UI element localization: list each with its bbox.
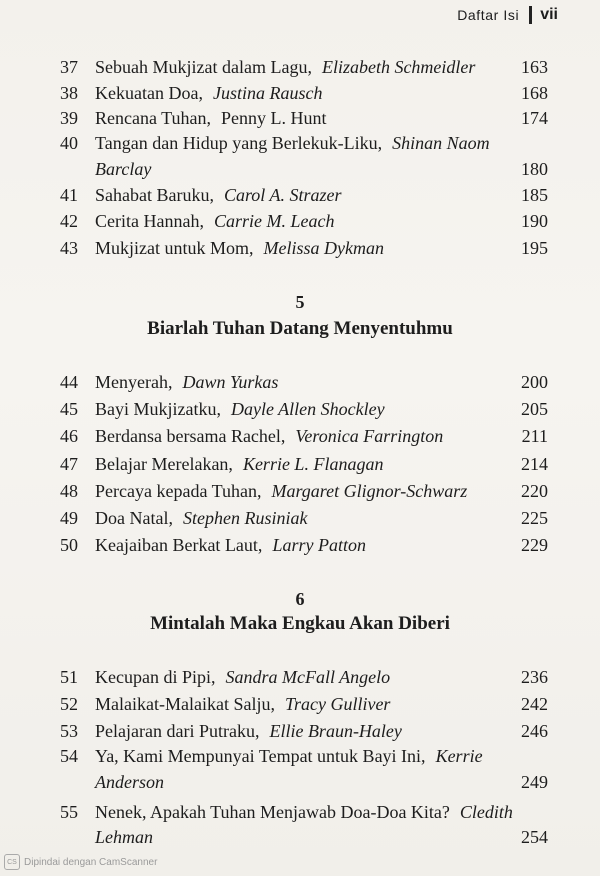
entry-author: Dayle Allen Shockley: [230, 399, 385, 419]
entry-title-text: Menyerah,: [95, 372, 173, 392]
entry-author: Elizabeth Schmeidler: [321, 57, 476, 77]
camscanner-icon: CS: [4, 854, 20, 870]
entry-author-continued: Lehman: [95, 827, 153, 847]
header-page-number: vii: [540, 6, 558, 23]
entry-title: [95, 535, 366, 556]
entry-number: 44: [60, 372, 78, 392]
entry-title-text: Kecupan di Pipi,: [95, 667, 216, 687]
entry-title: [95, 211, 334, 232]
entry-page-number: 211: [521, 426, 548, 446]
entry-title: [95, 133, 490, 154]
entry-page-number: 220: [521, 481, 548, 501]
entry-title: [95, 83, 322, 104]
entry-number: 55: [60, 802, 78, 822]
entry-title-text: Kekuatan Doa,: [95, 83, 203, 103]
entry-author: Dawn Yurkas: [182, 372, 279, 392]
entry-author: Penny L. Hunt: [221, 108, 327, 128]
entry-author: Carrie M. Leach: [213, 211, 335, 231]
entry-page-number: 190: [521, 211, 548, 231]
entry-number: 53: [60, 721, 78, 741]
entry-title-text: Tangan dan Hidup yang Berlekuk-Liku,: [95, 133, 383, 153]
header-divider: [529, 6, 532, 24]
entry-title-text: Mukjizat untuk Mom,: [95, 238, 254, 258]
entry-page-number: 242: [521, 694, 548, 714]
entry-title: [95, 108, 327, 129]
entry-number: 42: [60, 211, 78, 231]
entry-title-text: Malaikat-Malaikat Salju,: [95, 694, 275, 714]
entry-title: [95, 454, 383, 475]
scanner-text: Dipindai dengan CamScanner: [24, 856, 158, 868]
entry-page-number: 254: [521, 827, 548, 847]
entry-number: 49: [60, 508, 78, 528]
entry-page-number: 180: [521, 159, 548, 179]
scanner-watermark: [4, 854, 157, 870]
section-title: Biarlah Tuhan Datang Menyentuhmu: [147, 318, 453, 339]
entry-page-number: 229: [521, 535, 548, 555]
entry-title: [95, 399, 385, 420]
entry-author: Kerrie: [435, 746, 483, 766]
entry-number: 52: [60, 694, 78, 714]
entry-title: [95, 802, 513, 823]
section-title: Mintalah Maka Engkau Akan Diberi: [150, 613, 450, 634]
entry-number: 41: [60, 185, 78, 205]
entry-author: Cledith: [459, 802, 513, 822]
entry-author: Margaret Glignor-Schwarz: [271, 481, 468, 501]
entry-number: 50: [60, 535, 78, 555]
entry-title-text: Sebuah Mukjizat dalam Lagu,: [95, 57, 312, 77]
entry-title: [95, 481, 467, 502]
entry-number: 37: [60, 57, 78, 77]
entry-title: [95, 746, 483, 767]
entry-page-number: 163: [521, 57, 548, 77]
entry-page-number: 174: [521, 108, 548, 128]
entry-author: Kerrie L. Flanagan: [242, 454, 384, 474]
entry-title-text: Doa Natal,: [95, 508, 173, 528]
entry-title: [95, 57, 475, 78]
entry-title-text: Cerita Hannah,: [95, 211, 204, 231]
header-title: Daftar Isi: [457, 7, 520, 23]
entry-title: [95, 185, 342, 206]
entry-author-continued: Anderson: [95, 772, 164, 792]
entry-number: 51: [60, 667, 78, 687]
entry-page-number: 168: [521, 83, 548, 103]
entry-title-text: Sahabat Baruku,: [95, 185, 214, 205]
entry-number: 39: [60, 108, 78, 128]
entry-title: [95, 508, 307, 529]
entry-author: Larry Patton: [272, 535, 366, 555]
entry-number: 40: [60, 133, 78, 153]
entry-page-number: 225: [521, 508, 548, 528]
entry-author: Stephen Rusiniak: [182, 508, 308, 528]
entry-title-text: Belajar Merelakan,: [95, 454, 233, 474]
entry-title: [95, 667, 390, 688]
entry-number: 43: [60, 238, 78, 258]
entry-title-text: Rencana Tuhan,: [95, 108, 211, 128]
entry-number: 47: [60, 454, 78, 474]
entry-number: 46: [60, 426, 78, 446]
entry-number: 54: [60, 746, 78, 766]
entry-title-text: Bayi Mukjizatku,: [95, 399, 221, 419]
entry-page-number: 195: [521, 238, 548, 258]
entry-page-number: 236: [521, 667, 548, 687]
entry-number: 48: [60, 481, 78, 501]
entry-author: Shinan Naom: [392, 133, 490, 153]
entry-title-text: Keajaiban Berkat Laut,: [95, 535, 263, 555]
entry-title: [95, 238, 384, 259]
entry-page-number: 200: [521, 372, 548, 392]
entry-title: [95, 372, 278, 393]
entry-number: 45: [60, 399, 78, 419]
section-number: 6: [295, 589, 305, 609]
section-number: 5: [295, 292, 305, 312]
entry-title: [95, 694, 390, 715]
entry-title: [95, 721, 402, 742]
entry-title-text: Nenek, Apakah Tuhan Menjawab Doa-Doa Kita?: [95, 802, 450, 822]
entry-page-number: 205: [521, 399, 548, 419]
entry-author: Veronica Farrington: [295, 426, 444, 446]
entry-title-text: Berdansa bersama Rachel,: [95, 426, 286, 446]
entry-number: 38: [60, 83, 78, 103]
entry-author: Carol A. Strazer: [223, 185, 342, 205]
entry-title: [95, 426, 443, 447]
entry-author: Melissa Dykman: [263, 238, 384, 258]
entry-title-text: Ya, Kami Mempunyai Tempat untuk Bayi Ini,: [95, 746, 426, 766]
entry-author: Sandra McFall Angelo: [225, 667, 391, 687]
entry-title-text: Percaya kepada Tuhan,: [95, 481, 262, 501]
running-header: [457, 6, 558, 24]
entry-page-number: 185: [521, 185, 548, 205]
entry-author-continued: Barclay: [95, 159, 152, 179]
entry-page-number: 214: [521, 454, 548, 474]
entry-page-number: 246: [521, 721, 548, 741]
entry-author: Tracy Gulliver: [284, 694, 391, 714]
entry-title-text: Pelajaran dari Putraku,: [95, 721, 260, 741]
entry-author: Ellie Braun-Haley: [269, 721, 402, 741]
entry-page-number: 249: [521, 772, 548, 792]
entry-author: Justina Rausch: [212, 83, 323, 103]
